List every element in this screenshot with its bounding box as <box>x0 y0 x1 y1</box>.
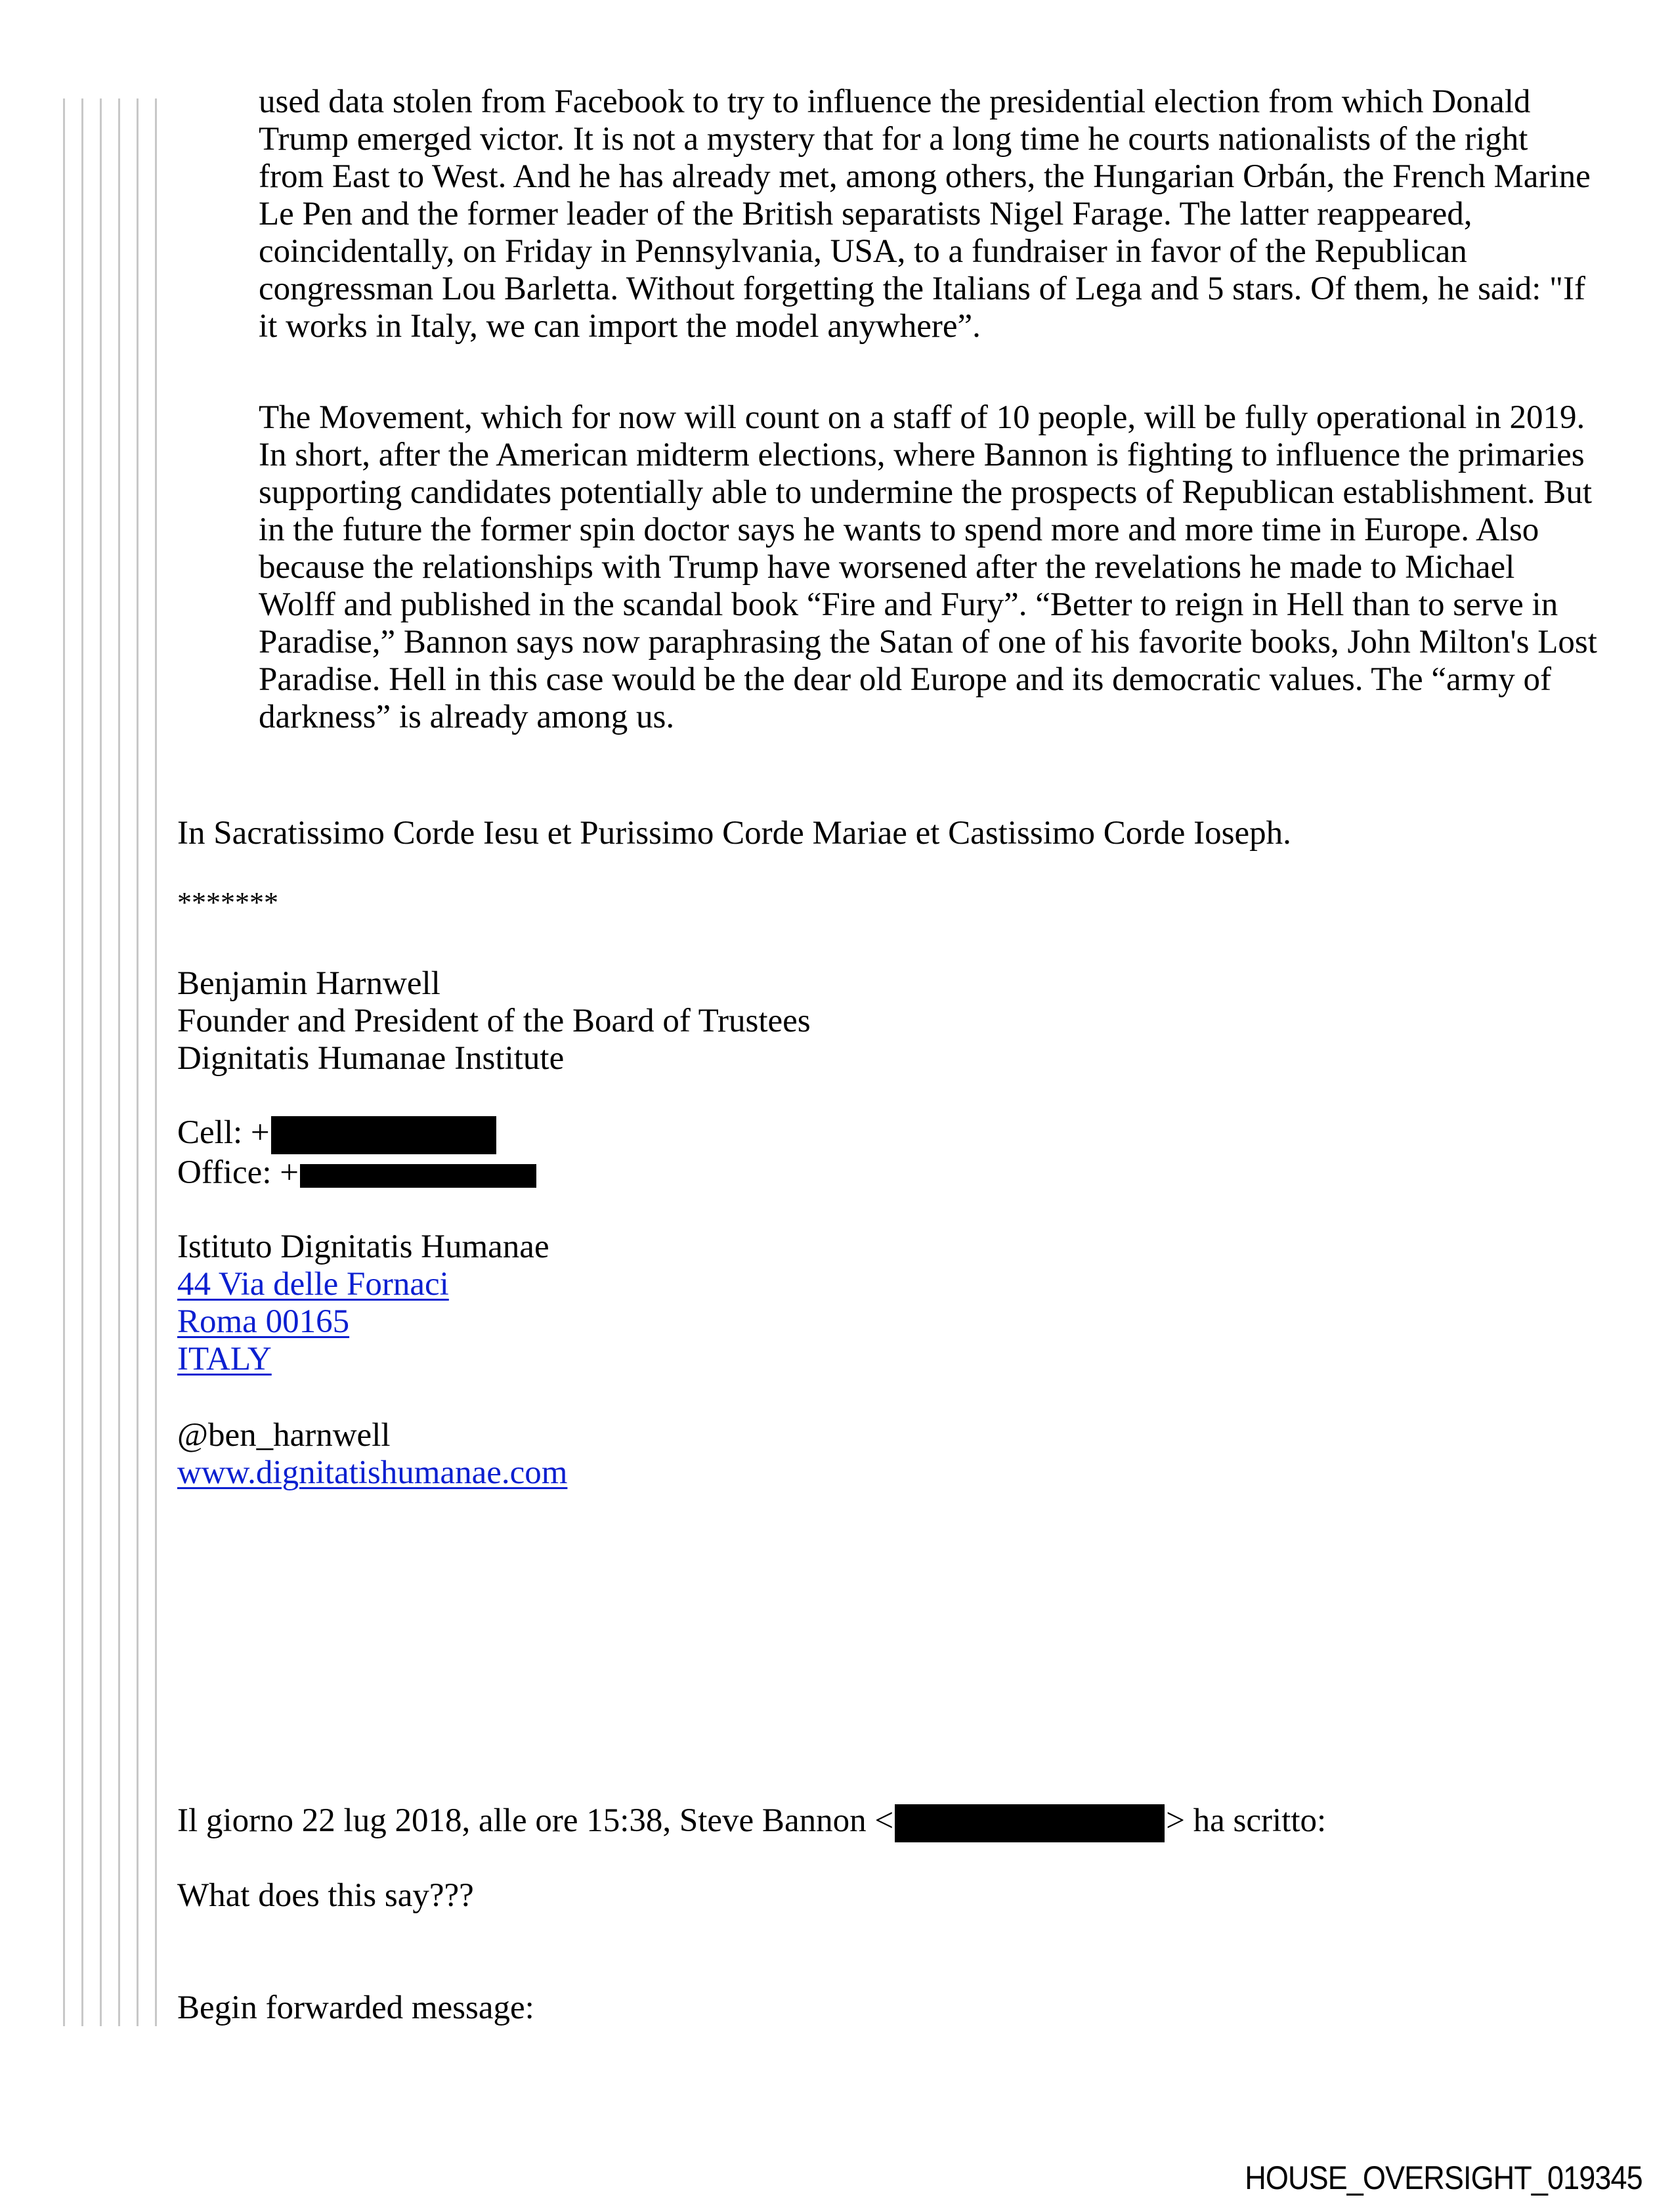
text-line: it works in Italy, we can import the model anywhere”. <box>259 308 981 345</box>
text-line: In short, after the American midterm elections, where Bannon is fighting to influence the primaries <box>259 437 1585 473</box>
twitter-handle: @ben_harnwell <box>177 1417 391 1454</box>
website-link[interactable]: www.dignitatishumanae.com <box>177 1454 568 1491</box>
redaction-email <box>895 1804 1165 1842</box>
quote-bar <box>137 98 139 2026</box>
address-link-street[interactable]: 44 Via delle Fornaci <box>177 1266 449 1303</box>
bates-number: HOUSE_OVERSIGHT_019345 <box>1245 2159 1642 2196</box>
text-line: The Movement, which for now will count on a staff of 10 people, will be fully operational in 2019. <box>259 399 1585 436</box>
signature-title: Founder and President of the Board of Trustees <box>177 1003 811 1039</box>
quote-bar <box>118 98 120 2026</box>
phone-block <box>177 1114 536 1192</box>
reply-header <box>177 1802 1326 1842</box>
office-label: Office: + <box>177 1154 299 1192</box>
separator: ******* <box>177 886 278 919</box>
text-line: supporting candidates potentially able to undermine the prospects of Republican establishment. But <box>259 474 1593 511</box>
text-line: Le Pen and the former leader of the British separatists Nigel Farage. The latter reappeared, <box>259 196 1472 232</box>
closing-blessing: In Sacratissimo Corde Iesu et Purissimo Corde Mariae et Castissimo Corde Ioseph. <box>177 815 1291 852</box>
cell-row <box>177 1114 536 1154</box>
message-text: What does this say??? <box>177 1877 474 1914</box>
signature-block <box>177 965 811 1077</box>
text-line: Paradise,” Bannon says now paraphrasing the Satan of one of his favorite books, John Milton's Lost <box>259 624 1597 661</box>
quoted-paragraph-2 <box>259 399 1597 736</box>
quote-bar <box>155 98 157 2026</box>
forward-header: Begin forwarded message: <box>177 1989 534 2026</box>
text-line: used data stolen from Facebook to try to influence the presidential election from which Donald <box>259 83 1531 120</box>
text-line: Paradise. Hell in this case would be the dear old Europe and its democratic values. The “army of <box>259 661 1552 698</box>
quote-bar <box>100 98 102 2026</box>
signature-organization: Dignitatis Humanae Institute <box>177 1040 565 1077</box>
quoted-paragraph-1 <box>259 83 1591 345</box>
signature-name: Benjamin Harnwell <box>177 965 440 1002</box>
text-line: Trump emerged victor. It is not a mystery that for a long time he courts nationalists of the right <box>259 121 1528 158</box>
quote-bar <box>63 98 65 2026</box>
office-row <box>177 1154 536 1192</box>
redaction-office-number <box>300 1164 536 1188</box>
redaction-cell-number <box>271 1116 496 1154</box>
quote-bar <box>81 98 83 2026</box>
text-line: coincidentally, on Friday in Pennsylvania, USA, to a fundraiser in favor of the Republican <box>259 233 1467 270</box>
text-line: because the relationships with Trump have worsened after the revelations he made to Michael <box>259 549 1515 586</box>
cell-label: Cell: + <box>177 1114 270 1151</box>
address-link-country[interactable]: ITALY <box>177 1341 272 1377</box>
reply-header-suffix: > ha scritto: <box>1166 1802 1327 1839</box>
address-link-city[interactable]: Roma 00165 <box>177 1303 350 1340</box>
address-block <box>177 1228 549 1378</box>
text-line: in the future the former spin doctor says he wants to spend more and more time in Europe. Also <box>259 511 1539 548</box>
text-line: congressman Lou Barletta. Without forgetting the Italians of Lega and 5 stars. Of them, he said: "If <box>259 271 1585 307</box>
contact-block <box>177 1417 567 1492</box>
text-line: from East to West. And he has already met, among others, the Hungarian Orbán, the French Marine <box>259 158 1591 195</box>
text-line: Wolff and published in the scandal book “Fire and Fury”. “Better to reign in Hell than to serve in <box>259 586 1558 623</box>
reply-header-prefix: Il giorno 22 lug 2018, alle ore 15:38, Steve Bannon < <box>177 1802 894 1839</box>
institute-name: Istituto Dignitatis Humanae <box>177 1228 549 1265</box>
text-line: darkness” is already among us. <box>259 699 675 735</box>
